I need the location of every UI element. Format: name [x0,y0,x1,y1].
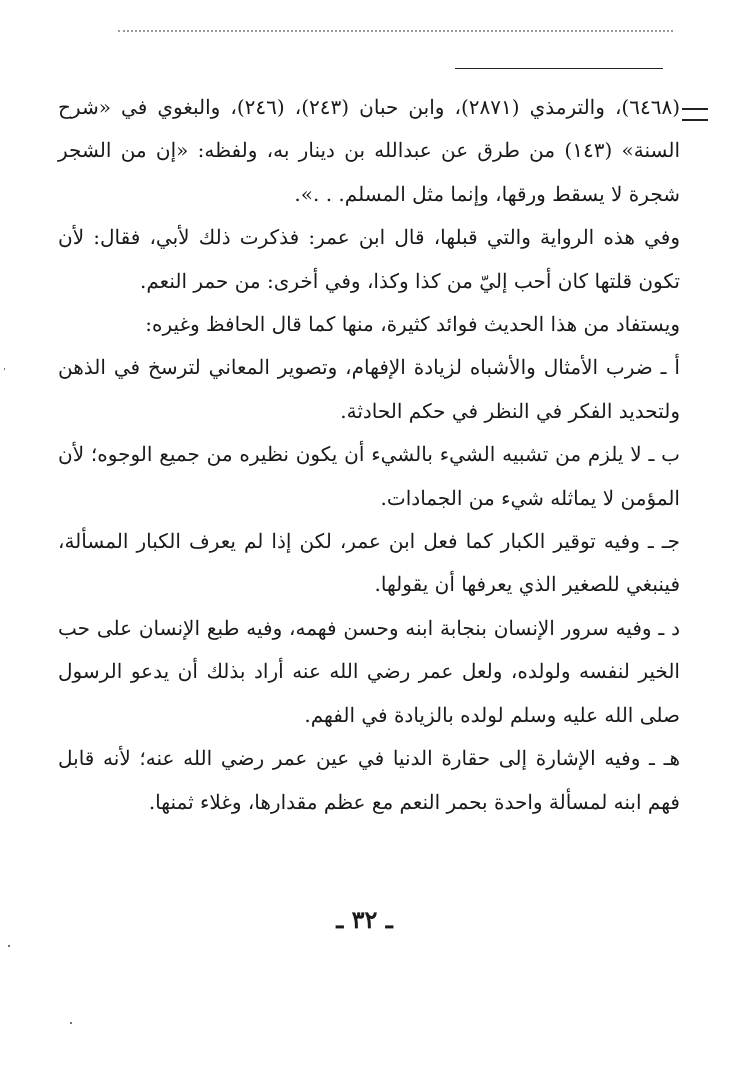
footnote-paragraph: (٦٤٦٨)، والترمذي (٢٨٧١)، وابن حبان (٢٤٣)، (٢٤٦)، والبغوي في «شرح السنة» (١٤٣) من طرق عن عبدالله بن دينار به، ولفظه: «إن من الشجر شجرة لا يسقط ورقها، وإنما مثل المسلم. . .». [58,95,680,206]
body-paragraph-benefits-intro: ويستفاد من هذا الحديث فوائد كثيرة، منها كما قال الحافظ وغيره: [145,312,680,337]
scan-speck [70,1022,72,1024]
benefit-item-dal: د ـ وفيه سرور الإنسان بنجابة ابنه وحسن فهمه، وفيه طبع الإنسان على حب الخير لنفسه ولولده، ولعل عمر رضي الله عنه أراد بذلك أن يدعو الرسول صلى الله عليه وسلم لولده بالزيادة في الفهم. [58,615,680,727]
scan-speck [8,945,10,947]
page-text [58,86,680,824]
continuation-mark-icon [682,108,708,121]
body-paragraph-narration: وفي هذه الرواية والتي قبلها، قال ابن عمر: فذكرت ذلك لأبي، فقال: لأن تكون قلتها كان أحب إليّ من كذا وكذا، وفي أخرى: من حمر النعم. [58,225,680,293]
top-dotted-border [118,30,673,32]
scan-speck [4,368,5,370]
benefit-item-jim: جـ ـ وفيه توقير الكبار كما فعل ابن عمر، لكن إذا لم يعرف الكبار المسألة، فينبغي للصغير الذي يعرفها أن يقولها. [58,529,680,597]
footnote-separator-line [455,68,663,69]
benefit-item-alif: أ ـ ضرب الأمثال والأشباه لزيادة الإفهام، وتصوير المعاني لترسخ في الذهن ولتحديد الفكر في النظر في حكم الحادثة. [58,355,680,423]
page-number: ـ ٣٢ ـ [336,905,393,934]
benefit-item-ba: ب ـ لا يلزم من تشبيه الشيء بالشيء أن يكون نظيره من جميع الوجوه؛ لأن المؤمن لا يماثله شيء من الجمادات. [58,442,680,510]
benefit-item-ha: هـ ـ وفيه الإشارة إلى حقارة الدنيا في عين عمر رضي الله عنه؛ لأنه قابل فهم ابنه لمسألة واحدة بحمر النعم مع عظم مقدارها، وغلاء ثمنها. [58,746,680,814]
